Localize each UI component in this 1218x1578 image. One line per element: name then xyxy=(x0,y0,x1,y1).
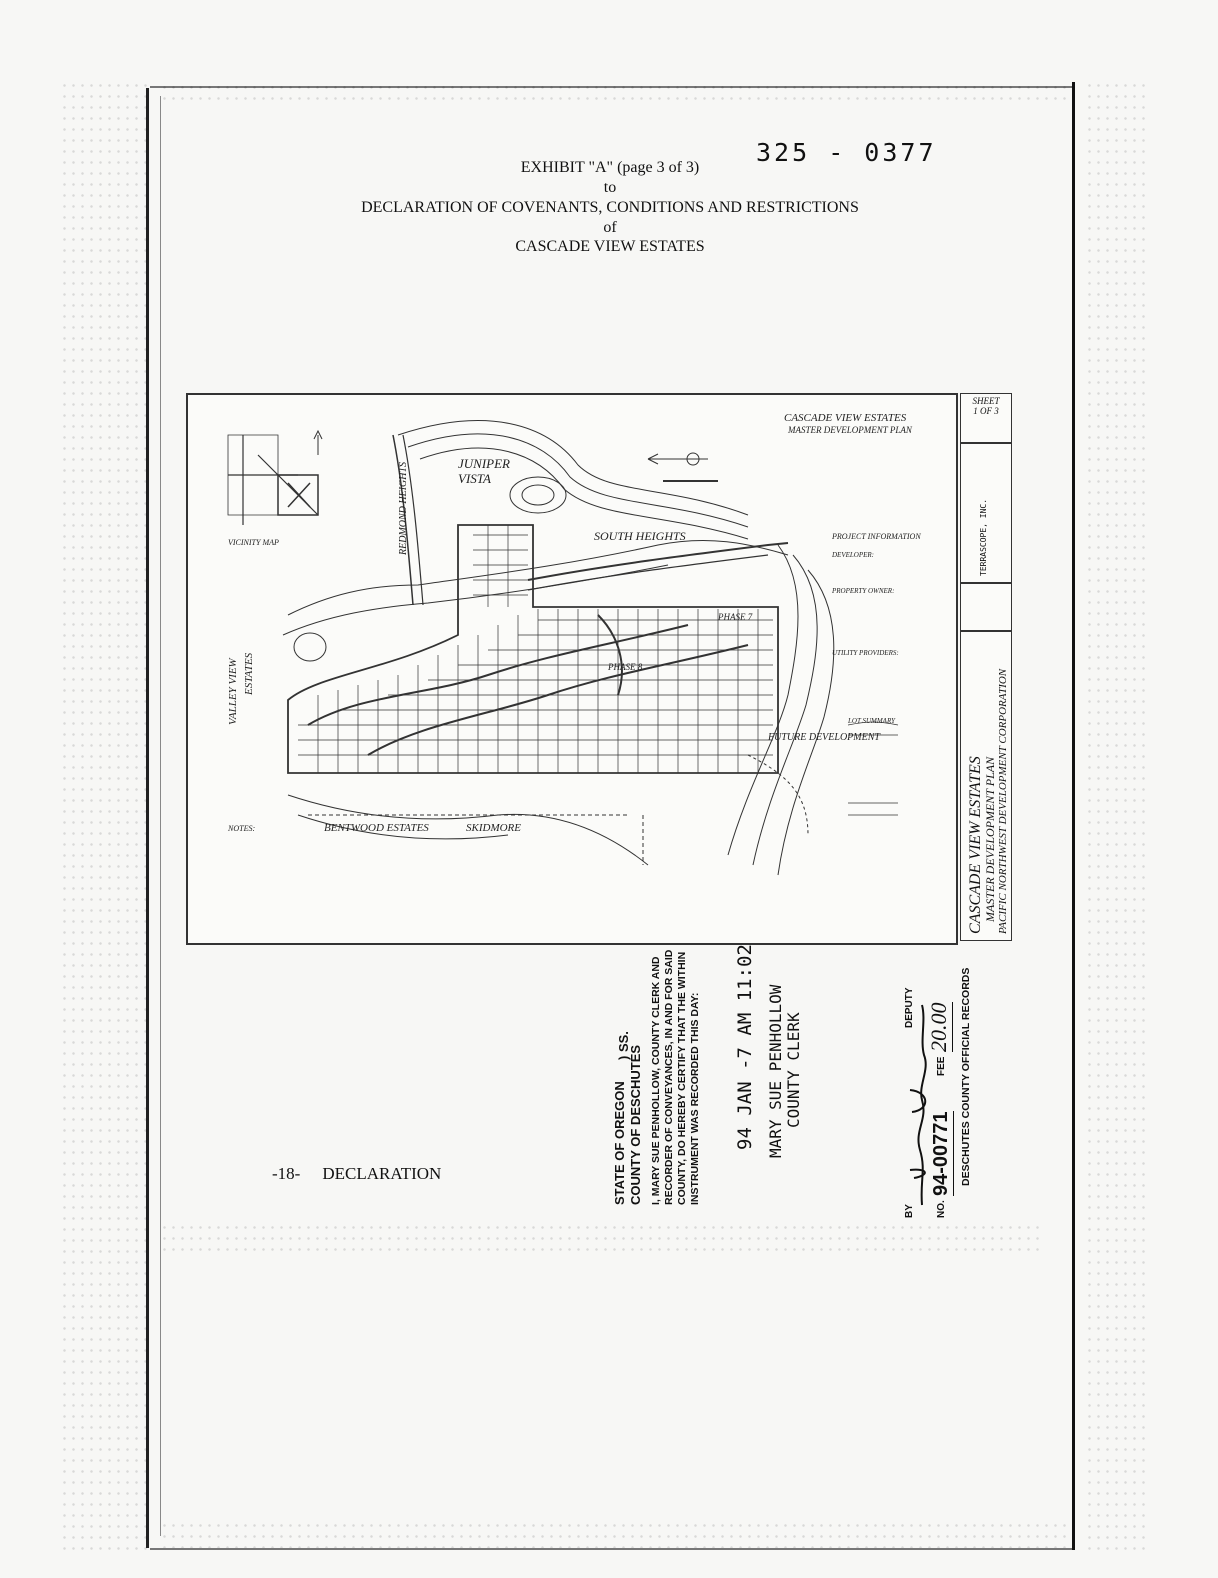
project-information-label: PROJECT INFORMATION xyxy=(832,532,921,541)
plan-subtitle-label: MASTER DEVELOPMENT PLAN xyxy=(788,425,912,435)
scan-edge-left-inner xyxy=(160,96,161,1536)
project-name-box xyxy=(960,631,1012,941)
juniper-label: JUNIPER xyxy=(458,456,510,471)
skidmore-label: SKIDMORE xyxy=(466,822,521,834)
stamp-no-label: NO. xyxy=(936,1200,947,1218)
notes-label: NOTES: xyxy=(228,824,256,833)
stamp-county: COUNTY OF DESCHUTES xyxy=(628,1044,643,1205)
property-owner-label: PROPERTY OWNER: xyxy=(832,587,895,595)
record-number: 325 - 0377 xyxy=(756,138,937,167)
page-footer xyxy=(272,1164,463,1184)
stamp-date-time: 94 JAN -7 AM 11:02 xyxy=(734,944,756,1150)
stamp-cert-line-3: COUNTY, DO HEREBY CERTIFY THAT THE WITHIN xyxy=(676,951,688,1205)
title-block-name: CASCADE VIEW ESTATES xyxy=(967,756,984,934)
stamp-fee-amount: 20.00 xyxy=(926,1002,951,1052)
scan-speckle-middle xyxy=(160,1222,1040,1252)
footer-page-number: -18- xyxy=(272,1164,301,1183)
stamp-fee-label: FEE xyxy=(936,1056,947,1076)
sheet-label: SHEET xyxy=(972,396,1000,406)
footer-label: DECLARATION xyxy=(322,1164,442,1183)
redmond-heights-label: REDMOND HEIGHTS xyxy=(398,461,409,555)
firm-name: TERRASCOPE, INC. xyxy=(979,498,988,576)
to-line: to xyxy=(603,179,617,196)
of-line: of xyxy=(603,219,617,236)
firm-box xyxy=(960,443,1012,583)
stamp-cert-line-2: RECORDER OF CONVEYANCES, IN AND FOR SAID xyxy=(663,949,675,1205)
south-heights-label: SOUTH HEIGHTS xyxy=(594,529,686,543)
blank-box xyxy=(960,583,1012,631)
utility-providers-label: UTILITY PROVIDERS: xyxy=(832,649,899,657)
title-block-corporation: PACIFIC NORTHWEST DEVELOPMENT CORPORATION xyxy=(997,668,1009,934)
title-block-plan: MASTER DEVELOPMENT PLAN xyxy=(983,756,997,922)
scan-speckle-left xyxy=(60,80,150,1550)
sheet-box xyxy=(960,393,1012,443)
valley-view-label: VALLEY VIEW xyxy=(227,658,239,725)
estate-name: CASCADE VIEW ESTATES xyxy=(515,238,705,255)
stamp-ss: ) SS. xyxy=(616,1031,631,1060)
exhibit-title: EXHIBIT "A" (page 3 of 3) xyxy=(520,159,700,176)
stamp-deputy-label: DEPUTY xyxy=(904,987,915,1028)
lot-summary-label: LOT SUMMARY xyxy=(848,717,896,725)
plan-title-label: CASCADE VIEW ESTATES xyxy=(784,412,907,424)
stamp-state: STATE OF OREGON xyxy=(612,1081,627,1205)
map-drawing xyxy=(188,395,956,943)
developer-label: DEVELOPER: xyxy=(832,551,874,559)
phase-8-label: PHASE 8 xyxy=(608,662,643,672)
scan-edge-right xyxy=(1072,82,1075,1550)
title-block xyxy=(960,393,1012,941)
stamp-clerk-name: MARY SUE PENHOLLOW xyxy=(766,984,785,1158)
stamp-cert-line-1: I, MARY SUE PENHOLLOW, COUNTY CLERK AND xyxy=(650,956,662,1205)
stamp-instrument-number: 94-00771 xyxy=(930,1111,952,1196)
scan-edge-bottom xyxy=(150,1548,1075,1550)
bentwood-estates-label: BENTWOOD ESTATES xyxy=(324,822,429,834)
stamp-by-label: BY xyxy=(904,1204,915,1218)
stamp-cert-line-4: INSTRUMENT WAS RECORDED THIS DAY: xyxy=(689,992,701,1205)
phase-7-label: PHASE 7 xyxy=(718,612,753,622)
sheet-number: 1 OF 3 xyxy=(973,406,999,416)
vicinity-map-label: VICINITY MAP xyxy=(228,538,279,547)
stamp-office: DESCHUTES COUNTY OFFICIAL RECORDS xyxy=(960,967,972,1186)
vista-label: VISTA xyxy=(458,471,491,486)
future-development-label: FUTURE DEVELOPMENT xyxy=(768,732,880,743)
stamp-clerk-title: COUNTY CLERK xyxy=(784,1012,803,1128)
declaration-title: DECLARATION OF COVENANTS, CONDITIONS AND RESTRICTIONS xyxy=(361,199,859,216)
scan-speckle-right xyxy=(1085,80,1145,1550)
master-development-plan-map xyxy=(186,393,958,945)
estates-label: ESTATES xyxy=(243,652,255,695)
scan-speckle-bottom xyxy=(160,1520,1070,1548)
scan-speckle-top xyxy=(160,82,1070,102)
